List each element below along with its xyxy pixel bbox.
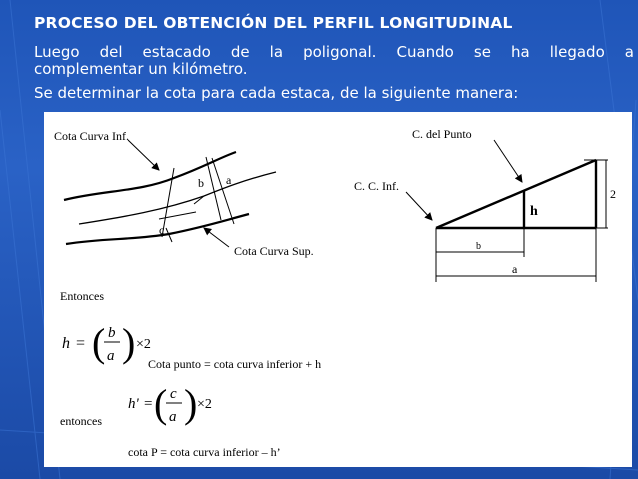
- eq1-den-a: a: [107, 348, 115, 364]
- label-b-left: b: [198, 176, 204, 190]
- label-c-del-punto: C. del Punto: [412, 127, 472, 141]
- label-h: h: [530, 204, 538, 219]
- eq2-num-c: c: [170, 386, 177, 402]
- contour-middle-line: [79, 172, 276, 224]
- slide-title: PROCESO DEL OBTENCIÓN DEL PERFIL LONGITUDINAL: [34, 14, 513, 32]
- text-cota-punto: Cota punto = cota curva inferior + h: [148, 357, 322, 371]
- figure-svg: [44, 112, 632, 467]
- triangle-diagram: [406, 140, 608, 282]
- eq1-equals: =: [76, 335, 86, 352]
- word: ha: [511, 43, 530, 61]
- word: llegado: [549, 43, 605, 61]
- eq1-paren-open: (: [92, 320, 106, 365]
- label-a-right: a: [512, 262, 518, 276]
- word: estacado: [142, 43, 211, 61]
- eq1-h: h: [62, 335, 70, 352]
- eq2-equals: =: [144, 396, 153, 412]
- word: Cuando: [396, 43, 454, 61]
- eq1-times-2: ×2: [136, 337, 151, 352]
- word: la: [269, 43, 284, 61]
- label-b-right: b: [476, 241, 481, 252]
- label-cota-curva-sup: Cota Curva Sup.: [234, 244, 314, 258]
- text-cota-p: cota P = cota curva inferior – h’: [128, 445, 281, 459]
- eq2-hprime: h': [128, 396, 139, 412]
- word: poligonal.: [303, 43, 377, 61]
- eq1-num-b: b: [108, 325, 116, 341]
- eq2-paren-close: ): [184, 381, 198, 426]
- label-cc-inf: C. C. Inf.: [354, 179, 399, 193]
- word: del: [99, 43, 123, 61]
- word: se: [473, 43, 491, 61]
- eq2-times-2: ×2: [197, 397, 212, 412]
- contour-lower-curve: [66, 214, 249, 244]
- word: Luego: [34, 43, 80, 61]
- paragraph-2: Se determinar la cota para cada estaca, de la siguiente manera:: [34, 84, 519, 102]
- text-entonces-1: Entonces: [60, 289, 104, 303]
- paragraph-1-line-1: [34, 44, 634, 61]
- eq2-den-a: a: [169, 409, 177, 425]
- label-a-left: a: [226, 173, 232, 187]
- triangle-hypotenuse: [436, 160, 596, 228]
- label-2: 2: [610, 187, 616, 201]
- contour-diagram: [64, 140, 276, 247]
- text-entonces-2: entonces: [60, 414, 102, 428]
- word: de: [230, 43, 250, 61]
- eq1-paren-close: ): [122, 320, 136, 365]
- paragraph-1-line-2: complementar un kilómetro.: [34, 60, 248, 78]
- eq2-paren-open: (: [154, 381, 168, 426]
- figure-panel: [44, 112, 632, 467]
- word: a: [624, 43, 634, 61]
- equations: [60, 289, 321, 459]
- label-cota-curva-inf: Cota Curva Inf.: [54, 129, 129, 143]
- label-c-left: c: [159, 223, 165, 237]
